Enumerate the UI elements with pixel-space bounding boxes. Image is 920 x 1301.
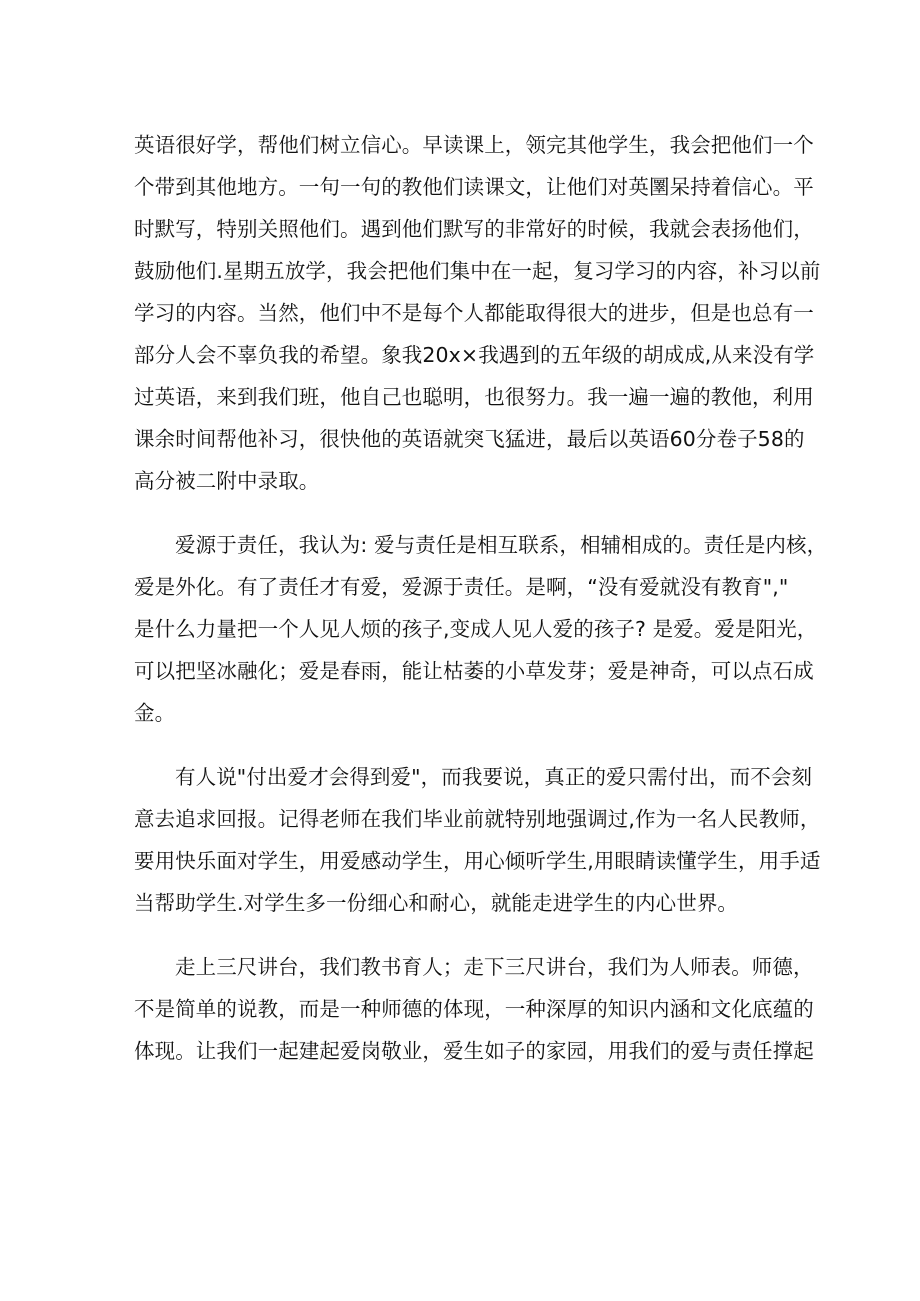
paragraph-1: [134, 124, 821, 502]
text-line: 有人说"付出爱才会得到爱"，而我要说，真正的爱只需付出，而不会刻: [175, 765, 813, 789]
text-line: 课余时间帮他补习，很快他的英语就突飞猛进，最后以英语60分卷子58的: [134, 427, 805, 451]
text-line: 意去追求回报。记得老师在我们毕业前就特别地强调过,作为一名人民教师，: [134, 807, 821, 831]
text-line: 要用快乐面对学生，用爱感动学生，用心倾听学生,用眼睛读懂学生，用手适: [134, 849, 821, 873]
text-line: 个带到其他地方。一句一句的教他们读课文，让他们对英圛呆持着信心。平: [134, 175, 814, 199]
text-line: 可以把坚冰融化；爱是春雨，能让枯萎的小草发芽；爱是神奇，可以点石成: [134, 659, 814, 683]
text-line: 学习的内容。当然，他们中不是每个人都能取得很大的进步，但是也总有一: [134, 301, 814, 325]
text-line: 走上三尺讲台，我们教书育人；走下三尺讲台，我们为人师表。师德，: [175, 955, 814, 979]
text-line: 英语很好学，帮他们树立信心。早读课上，领完其他学生，我会把他们一个: [134, 133, 814, 157]
document-body: [134, 124, 828, 1094]
text-line: 时默写，特别关照他们。遇到他们默写的非常好的时候，我就会表扬他们，: [134, 217, 814, 241]
text-line: 是什么力量把一个人见人烦的孩子,变成人见人爱的孩子? 是爱。爱是阳光，: [134, 617, 818, 641]
text-line: 过英语，来到我们班，他自己也聪明，也很努力。我一遍一遍的教他，利用: [134, 385, 814, 409]
text-line: 金。: [134, 701, 176, 725]
text-line: 爱源于责任，我认为: 爱与责任是相互联系，相辅相成的。责任是内核，: [175, 533, 828, 557]
text-line: 鼓励他们.星期五放学，我会把他们集中在一起，复习学习的内容，补习以前: [134, 259, 821, 283]
text-line: 高分被二附中录取。: [134, 469, 320, 493]
text-line: 部分人会不辜负我的希望。象我20x×我遇到的五年级的胡成成,从来没有学: [134, 343, 815, 367]
paragraph-4: [134, 946, 814, 1072]
text-line: 不是简单的说教，而是一种师德的体现，一种深厚的知识内涵和文化底蕴的: [134, 997, 814, 1021]
text-line: 当帮助学生.对学生多一份细心和耐心，就能走进学生的内心世界。: [134, 891, 739, 915]
text-line: 爱是外化。有了责任才有爱，爱源于责任。是啊，“没有爱就没有教育",": [134, 575, 789, 599]
paragraph-2: [134, 524, 828, 734]
paragraph-3: [134, 756, 821, 924]
text-line: 体现。让我们一起建起爱岗敬业，爱生如子的家园，用我们的爱与责任撑起: [134, 1039, 814, 1063]
